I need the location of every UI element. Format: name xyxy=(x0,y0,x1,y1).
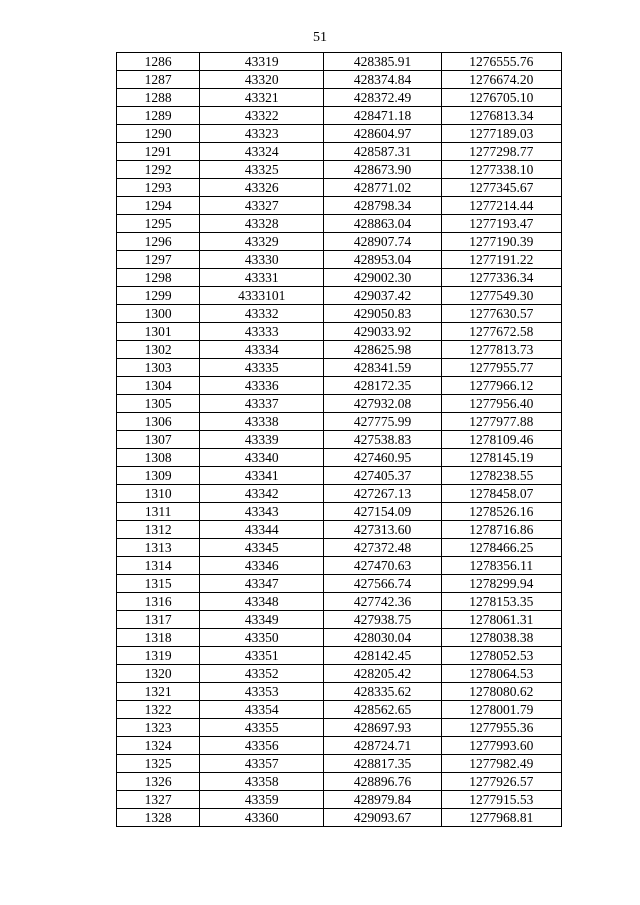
y-coordinate-cell: 1277336.34 xyxy=(441,269,561,287)
point-id-cell: 43340 xyxy=(200,449,324,467)
y-coordinate-cell: 1276555.76 xyxy=(441,53,561,71)
point-id-cell: 4333101 xyxy=(200,287,324,305)
x-coordinate-cell: 428587.31 xyxy=(324,143,441,161)
point-id-cell: 43353 xyxy=(200,683,324,701)
point-id-cell: 43354 xyxy=(200,701,324,719)
row-index-cell: 1328 xyxy=(117,809,200,827)
y-coordinate-cell: 1276705.10 xyxy=(441,89,561,107)
row-index-cell: 1312 xyxy=(117,521,200,539)
x-coordinate-cell: 428863.04 xyxy=(324,215,441,233)
point-id-cell: 43326 xyxy=(200,179,324,197)
row-index-cell: 1295 xyxy=(117,215,200,233)
point-id-cell: 43319 xyxy=(200,53,324,71)
y-coordinate-cell: 1277672.58 xyxy=(441,323,561,341)
row-index-cell: 1301 xyxy=(117,323,200,341)
row-index-cell: 1326 xyxy=(117,773,200,791)
row-index-cell: 1327 xyxy=(117,791,200,809)
y-coordinate-cell: 1277630.57 xyxy=(441,305,561,323)
y-coordinate-cell: 1277968.81 xyxy=(441,809,561,827)
y-coordinate-cell: 1277956.40 xyxy=(441,395,561,413)
x-coordinate-cell: 428953.04 xyxy=(324,251,441,269)
point-id-cell: 43355 xyxy=(200,719,324,737)
point-id-cell: 43325 xyxy=(200,161,324,179)
y-coordinate-cell: 1278064.53 xyxy=(441,665,561,683)
x-coordinate-cell: 427742.36 xyxy=(324,593,441,611)
point-id-cell: 43358 xyxy=(200,773,324,791)
x-coordinate-cell: 427460.95 xyxy=(324,449,441,467)
y-coordinate-cell: 1278238.55 xyxy=(441,467,561,485)
y-coordinate-cell: 1278109.46 xyxy=(441,431,561,449)
point-id-cell: 43339 xyxy=(200,431,324,449)
point-id-cell: 43359 xyxy=(200,791,324,809)
x-coordinate-cell: 428979.84 xyxy=(324,791,441,809)
row-index-cell: 1293 xyxy=(117,179,200,197)
row-index-cell: 1298 xyxy=(117,269,200,287)
y-coordinate-cell: 1277338.10 xyxy=(441,161,561,179)
table-row xyxy=(117,539,562,557)
table-row xyxy=(117,125,562,143)
x-coordinate-cell: 429033.92 xyxy=(324,323,441,341)
row-index-cell: 1315 xyxy=(117,575,200,593)
x-coordinate-cell: 428205.42 xyxy=(324,665,441,683)
row-index-cell: 1314 xyxy=(117,557,200,575)
table-row xyxy=(117,449,562,467)
row-index-cell: 1299 xyxy=(117,287,200,305)
table-row xyxy=(117,305,562,323)
row-index-cell: 1319 xyxy=(117,647,200,665)
point-id-cell: 43349 xyxy=(200,611,324,629)
row-index-cell: 1307 xyxy=(117,431,200,449)
point-id-cell: 43360 xyxy=(200,809,324,827)
table-row xyxy=(117,485,562,503)
table-row xyxy=(117,413,562,431)
y-coordinate-cell: 1277345.67 xyxy=(441,179,561,197)
y-coordinate-cell: 1277214.44 xyxy=(441,197,561,215)
y-coordinate-cell: 1277955.36 xyxy=(441,719,561,737)
point-id-cell: 43342 xyxy=(200,485,324,503)
table-row xyxy=(117,683,562,701)
x-coordinate-cell: 427538.83 xyxy=(324,431,441,449)
table-row xyxy=(117,71,562,89)
x-coordinate-cell: 428625.98 xyxy=(324,341,441,359)
y-coordinate-cell: 1276813.34 xyxy=(441,107,561,125)
x-coordinate-cell: 427313.60 xyxy=(324,521,441,539)
table-row xyxy=(117,467,562,485)
table-row xyxy=(117,269,562,287)
row-index-cell: 1309 xyxy=(117,467,200,485)
y-coordinate-cell: 1278145.19 xyxy=(441,449,561,467)
point-id-cell: 43328 xyxy=(200,215,324,233)
y-coordinate-cell: 1278356.11 xyxy=(441,557,561,575)
row-index-cell: 1318 xyxy=(117,629,200,647)
point-id-cell: 43332 xyxy=(200,305,324,323)
row-index-cell: 1287 xyxy=(117,71,200,89)
y-coordinate-cell: 1277993.60 xyxy=(441,737,561,755)
y-coordinate-cell: 1278466.25 xyxy=(441,539,561,557)
table-row xyxy=(117,773,562,791)
y-coordinate-cell: 1277982.49 xyxy=(441,755,561,773)
y-coordinate-cell: 1277191.22 xyxy=(441,251,561,269)
table-row xyxy=(117,89,562,107)
y-coordinate-cell: 1278716.86 xyxy=(441,521,561,539)
x-coordinate-cell: 428030.04 xyxy=(324,629,441,647)
x-coordinate-cell: 427775.99 xyxy=(324,413,441,431)
y-coordinate-cell: 1278001.79 xyxy=(441,701,561,719)
y-coordinate-cell: 1277189.03 xyxy=(441,125,561,143)
table-row xyxy=(117,395,562,413)
y-coordinate-cell: 1277926.57 xyxy=(441,773,561,791)
x-coordinate-cell: 428771.02 xyxy=(324,179,441,197)
table-row xyxy=(117,719,562,737)
x-coordinate-cell: 429037.42 xyxy=(324,287,441,305)
row-index-cell: 1306 xyxy=(117,413,200,431)
x-coordinate-cell: 429050.83 xyxy=(324,305,441,323)
table-row xyxy=(117,575,562,593)
table-row xyxy=(117,179,562,197)
table-row xyxy=(117,611,562,629)
table-row xyxy=(117,737,562,755)
x-coordinate-cell: 428907.74 xyxy=(324,233,441,251)
y-coordinate-cell: 1278526.16 xyxy=(441,503,561,521)
x-coordinate-cell: 428341.59 xyxy=(324,359,441,377)
point-id-cell: 43352 xyxy=(200,665,324,683)
point-id-cell: 43324 xyxy=(200,143,324,161)
y-coordinate-cell: 1278052.53 xyxy=(441,647,561,665)
y-coordinate-cell: 1277193.47 xyxy=(441,215,561,233)
table-row xyxy=(117,287,562,305)
row-index-cell: 1300 xyxy=(117,305,200,323)
table-row xyxy=(117,755,562,773)
table-row xyxy=(117,323,562,341)
point-id-cell: 43337 xyxy=(200,395,324,413)
row-index-cell: 1297 xyxy=(117,251,200,269)
table-row xyxy=(117,593,562,611)
y-coordinate-cell: 1277955.77 xyxy=(441,359,561,377)
x-coordinate-cell: 427405.37 xyxy=(324,467,441,485)
point-id-cell: 43336 xyxy=(200,377,324,395)
point-id-cell: 43345 xyxy=(200,539,324,557)
row-index-cell: 1291 xyxy=(117,143,200,161)
table-row xyxy=(117,53,562,71)
point-id-cell: 43334 xyxy=(200,341,324,359)
x-coordinate-cell: 428604.97 xyxy=(324,125,441,143)
point-id-cell: 43321 xyxy=(200,89,324,107)
x-coordinate-cell: 428335.62 xyxy=(324,683,441,701)
row-index-cell: 1288 xyxy=(117,89,200,107)
table-row xyxy=(117,251,562,269)
table-row xyxy=(117,629,562,647)
x-coordinate-cell: 428673.90 xyxy=(324,161,441,179)
point-id-cell: 43338 xyxy=(200,413,324,431)
y-coordinate-cell: 1277977.88 xyxy=(441,413,561,431)
point-id-cell: 43331 xyxy=(200,269,324,287)
point-id-cell: 43335 xyxy=(200,359,324,377)
x-coordinate-cell: 429093.67 xyxy=(324,809,441,827)
point-id-cell: 43356 xyxy=(200,737,324,755)
point-id-cell: 43350 xyxy=(200,629,324,647)
x-coordinate-cell: 427372.48 xyxy=(324,539,441,557)
y-coordinate-cell: 1278153.35 xyxy=(441,593,561,611)
y-coordinate-cell: 1277298.77 xyxy=(441,143,561,161)
row-index-cell: 1308 xyxy=(117,449,200,467)
row-index-cell: 1303 xyxy=(117,359,200,377)
x-coordinate-cell: 428374.84 xyxy=(324,71,441,89)
x-coordinate-cell: 428896.76 xyxy=(324,773,441,791)
y-coordinate-cell: 1278061.31 xyxy=(441,611,561,629)
page-number: 51 xyxy=(313,30,327,45)
row-index-cell: 1302 xyxy=(117,341,200,359)
y-coordinate-cell: 1277190.39 xyxy=(441,233,561,251)
x-coordinate-cell: 428172.35 xyxy=(324,377,441,395)
x-coordinate-cell: 429002.30 xyxy=(324,269,441,287)
table-row xyxy=(117,377,562,395)
point-id-cell: 43322 xyxy=(200,107,324,125)
coordinates-table-body xyxy=(117,53,562,827)
table-row xyxy=(117,359,562,377)
row-index-cell: 1304 xyxy=(117,377,200,395)
row-index-cell: 1290 xyxy=(117,125,200,143)
table-row xyxy=(117,503,562,521)
x-coordinate-cell: 428798.34 xyxy=(324,197,441,215)
table-row xyxy=(117,431,562,449)
y-coordinate-cell: 1277966.12 xyxy=(441,377,561,395)
point-id-cell: 43320 xyxy=(200,71,324,89)
row-index-cell: 1313 xyxy=(117,539,200,557)
row-index-cell: 1324 xyxy=(117,737,200,755)
y-coordinate-cell: 1278299.94 xyxy=(441,575,561,593)
x-coordinate-cell: 427470.63 xyxy=(324,557,441,575)
row-index-cell: 1296 xyxy=(117,233,200,251)
table-row xyxy=(117,521,562,539)
row-index-cell: 1305 xyxy=(117,395,200,413)
row-index-cell: 1322 xyxy=(117,701,200,719)
x-coordinate-cell: 428562.65 xyxy=(324,701,441,719)
point-id-cell: 43347 xyxy=(200,575,324,593)
point-id-cell: 43348 xyxy=(200,593,324,611)
row-index-cell: 1310 xyxy=(117,485,200,503)
x-coordinate-cell: 427938.75 xyxy=(324,611,441,629)
point-id-cell: 43341 xyxy=(200,467,324,485)
x-coordinate-cell: 427932.08 xyxy=(324,395,441,413)
x-coordinate-cell: 427267.13 xyxy=(324,485,441,503)
y-coordinate-cell: 1276674.20 xyxy=(441,71,561,89)
row-index-cell: 1286 xyxy=(117,53,200,71)
x-coordinate-cell: 428471.18 xyxy=(324,107,441,125)
x-coordinate-cell: 427566.74 xyxy=(324,575,441,593)
row-index-cell: 1317 xyxy=(117,611,200,629)
row-index-cell: 1311 xyxy=(117,503,200,521)
table-row xyxy=(117,161,562,179)
row-index-cell: 1325 xyxy=(117,755,200,773)
table-row xyxy=(117,197,562,215)
x-coordinate-cell: 428142.45 xyxy=(324,647,441,665)
x-coordinate-cell: 428385.91 xyxy=(324,53,441,71)
table-row xyxy=(117,107,562,125)
y-coordinate-cell: 1278080.62 xyxy=(441,683,561,701)
table-row xyxy=(117,701,562,719)
row-index-cell: 1316 xyxy=(117,593,200,611)
table-row xyxy=(117,215,562,233)
row-index-cell: 1292 xyxy=(117,161,200,179)
point-id-cell: 43329 xyxy=(200,233,324,251)
point-id-cell: 43357 xyxy=(200,755,324,773)
row-index-cell: 1321 xyxy=(117,683,200,701)
point-id-cell: 43333 xyxy=(200,323,324,341)
point-id-cell: 43344 xyxy=(200,521,324,539)
x-coordinate-cell: 427154.09 xyxy=(324,503,441,521)
x-coordinate-cell: 428372.49 xyxy=(324,89,441,107)
point-id-cell: 43327 xyxy=(200,197,324,215)
row-index-cell: 1323 xyxy=(117,719,200,737)
point-id-cell: 43323 xyxy=(200,125,324,143)
row-index-cell: 1294 xyxy=(117,197,200,215)
row-index-cell: 1289 xyxy=(117,107,200,125)
point-id-cell: 43351 xyxy=(200,647,324,665)
table-row xyxy=(117,809,562,827)
x-coordinate-cell: 428817.35 xyxy=(324,755,441,773)
table-row xyxy=(117,647,562,665)
table-row xyxy=(117,341,562,359)
table-row xyxy=(117,233,562,251)
y-coordinate-cell: 1278458.07 xyxy=(441,485,561,503)
table-row xyxy=(117,791,562,809)
table-row xyxy=(117,557,562,575)
row-index-cell: 1320 xyxy=(117,665,200,683)
point-id-cell: 43330 xyxy=(200,251,324,269)
x-coordinate-cell: 428724.71 xyxy=(324,737,441,755)
table-row xyxy=(117,143,562,161)
y-coordinate-cell: 1277813.73 xyxy=(441,341,561,359)
y-coordinate-cell: 1277549.30 xyxy=(441,287,561,305)
table-row xyxy=(117,665,562,683)
x-coordinate-cell: 428697.93 xyxy=(324,719,441,737)
point-id-cell: 43346 xyxy=(200,557,324,575)
point-id-cell: 43343 xyxy=(200,503,324,521)
y-coordinate-cell: 1277915.53 xyxy=(441,791,561,809)
y-coordinate-cell: 1278038.38 xyxy=(441,629,561,647)
coordinates-table xyxy=(116,52,562,827)
